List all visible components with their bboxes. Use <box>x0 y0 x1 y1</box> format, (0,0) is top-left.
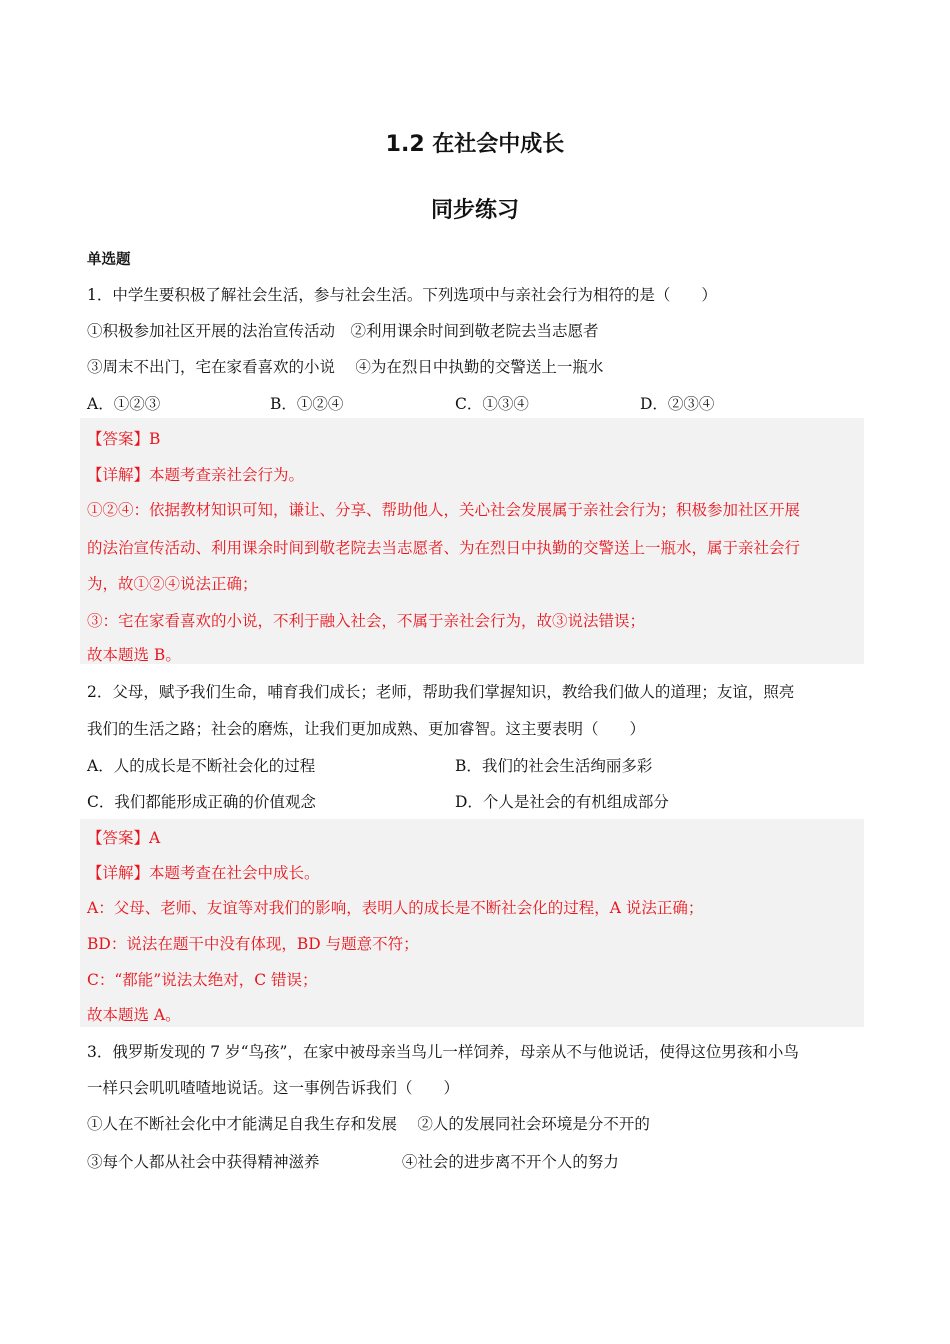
q2-answer: 【答案】A <box>87 829 161 847</box>
q1-explanation-1: ①②④：依据教材知识可知，谦让、分享、帮助他人，关心社会发展属于亲社会行为；积极参加社区开展 <box>87 501 801 519</box>
q2-stem-line-1: 2．父母，赋予我们生命，哺育我们成长；老师，帮助我们掌握知识，教给我们做人的道理；友谊，照亮 <box>87 683 795 701</box>
q2-conclusion: 故本题选 A。 <box>87 1006 181 1024</box>
doc-title: 1.2 在社会中成长 <box>385 132 565 157</box>
q1-explanation-3: 为，故①②④说法正确； <box>87 575 258 593</box>
q2-explanation-3: C：“都能”说法太绝对，C 错误； <box>87 971 318 989</box>
q1-option-a: A．①②③ <box>87 395 161 413</box>
q3-stem-line-1: 3．俄罗斯发现的 7 岁“鸟孩”，在家中被母亲当鸟儿一样饲养，母亲从不与他说话，使得这位男孩和小鸟 <box>87 1043 799 1061</box>
q1-option-b: B．①②④ <box>270 395 344 413</box>
q1-option-d: D．②③④ <box>640 395 715 413</box>
q1-option-c: C．①③④ <box>455 395 529 413</box>
q1-explanation-4: ③：宅在家看喜欢的小说，不利于融入社会，不属于亲社会行为，故③说法错误； <box>87 612 646 630</box>
q1-stem: 1．中学生要积极了解社会生活，参与社会生活。下列选项中与亲社会行为相符的是（ ） <box>87 286 717 304</box>
q2-option-a: A．人的成长是不断社会化的过程 <box>87 757 316 775</box>
q2-explanation-2: BD：说法在题干中没有体现，BD 与题意不符； <box>87 935 419 953</box>
q3-item-row-1: ①人在不断社会化中才能满足自我生存和发展 ②人的发展同社会环境是分不开的 <box>87 1115 650 1133</box>
q2-detail: 【详解】本题考查在社会中成长。 <box>87 864 320 882</box>
q3-item-row-2: ③每个人都从社会中获得精神滋养 ④社会的进步离不开个人的努力 <box>87 1153 619 1171</box>
q2-answer-box <box>80 819 864 1027</box>
q1-item-row-2: ③周末不出门，宅在家看喜欢的小说 ④为在烈日中执勤的交警送上一瓶水 <box>87 358 604 376</box>
q1-item-row-1: ①积极参加社区开展的法治宣传活动 ②利用课余时间到敬老院去当志愿者 <box>87 322 599 340</box>
doc-subtitle: 同步练习 <box>430 198 519 223</box>
q1-explanation-2: 的法治宣传活动、利用课余时间到敬老院去当志愿者、为在烈日中执勤的交警送上一瓶水，属于亲社会行 <box>87 539 801 557</box>
q1-answer: 【答案】B <box>87 430 161 448</box>
q2-stem-line-2: 我们的生活之路；社会的磨炼，让我们更加成熟、更加睿智。这主要表明（ ） <box>87 720 646 738</box>
section-heading: 单选题 <box>87 252 131 268</box>
q2-option-b: B．我们的社会生活绚丽多彩 <box>455 757 653 775</box>
q3-stem-line-2: 一样只会叽叽喳喳地说话。这一事例告诉我们（ ） <box>87 1079 460 1097</box>
q1-conclusion: 故本题选 B。 <box>87 646 181 664</box>
q2-explanation-1: A：父母、老师、友谊等对我们的影响，表明人的成长是不断社会化的过程，A 说法正确； <box>87 899 704 917</box>
q1-detail: 【详解】本题考查亲社会行为。 <box>87 466 305 484</box>
q2-option-c: C．我们都能形成正确的价值观念 <box>87 793 316 811</box>
q2-option-d: D．个人是社会的有机组成部分 <box>455 793 669 811</box>
